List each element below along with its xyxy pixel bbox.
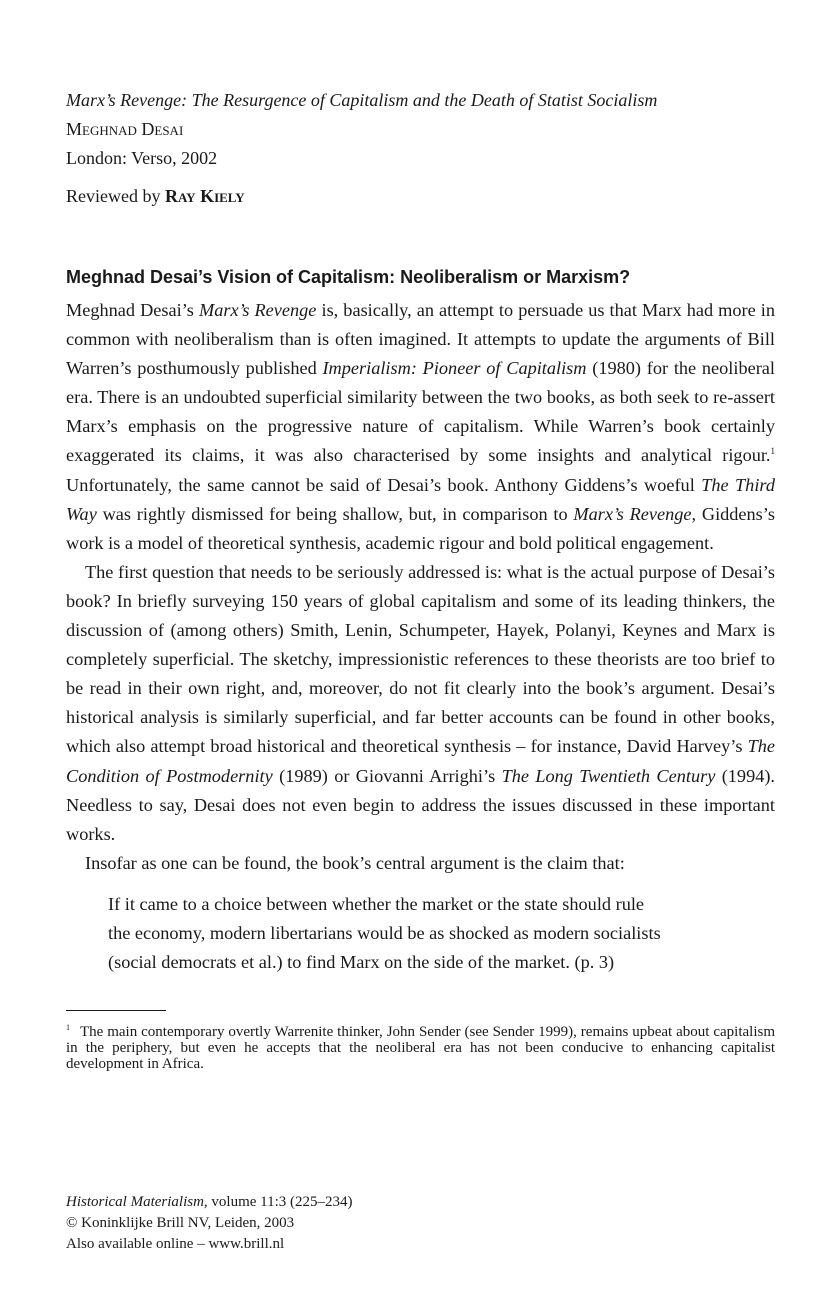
reviewer-line (66, 184, 775, 208)
p1-text-5: was rightly dismissed for being shallow, but, in comparison to (96, 503, 574, 524)
block-quote (108, 890, 735, 977)
p1-italic-3: The Third Way (66, 474, 775, 524)
p1-text-1: Meghnad Desai’s (66, 300, 199, 320)
p1-text-3: (1980) for the neoliberal era. There is an undoubted superficial similarity between the two books, as both seek to re-assert Marx’s emphasis on the progressive nature of capitalism. While Warren’s book certainly exaggerated its claims, it was also characterised by some insights and analytical rigour. (66, 358, 775, 466)
paragraph-3: Insofar as one can be found, the book’s central argument is the claim that: (85, 852, 625, 873)
book-author: Meghnad Desai (66, 119, 184, 139)
p2-text-2: (1989) or Giovanni Arrighi’s (272, 765, 502, 786)
book-publisher: London: Verso, 2002 (66, 148, 218, 168)
book-title: Marx’s Revenge: The Resurgence of Capitalism and the Death of Statist Socialism (66, 90, 658, 110)
reviewer-name: Ray Kiely (164, 186, 245, 206)
p1-italic-2: Imperialism: Pioneer of Capitalism (322, 358, 587, 379)
footnote-number: 1 (66, 1023, 70, 1033)
quote-line: (social democrats et al.) to find Marx on the side of the market. (p. 3) (108, 952, 615, 973)
p2-italic-1: The Condition of Postmodernity (66, 736, 775, 786)
online-line[interactable]: Also available online – www.brill.nl (66, 1236, 285, 1252)
p2-text-1: The first question that needs to be seriously addressed is: what is the actual purpose of Desai’s book? In briefly surveying 150 years of global capitalism and some of its leading thinkers, the discussion of (among others) Smith, Lenin, Schumpeter, Hayek, Polanyi, Keynes and Marx is completely superficial. The sketchy, impressionistic references to these theorists are too brief to be read in their own right, and, moreover, do not fit clearly into the book’s argument. Desai’s historical analysis is similarly superficial, and far better accounts can be found in other books, which also attempt broad historical and theoretical synthesis – for instance, David Harvey’s (66, 561, 775, 757)
p2-text-3: (1994). Needless to say, Desai does not even begin to address the issues discussed in these important works. (66, 765, 776, 844)
journal-footer (66, 1192, 353, 1255)
paragraph-2 (66, 558, 775, 849)
p1-text-4: Unfortunately, the same cannot be said of Desai’s book. Anthony Giddens’s woeful (66, 474, 702, 495)
journal-name: Historical Materialism (66, 1194, 204, 1210)
p1-text-2: is, basically, an attempt to persuade us that Marx had more in common with neoliberalism than is often imagined. It attempts to update the arguments of Bill Warren’s posthumously published (66, 300, 775, 379)
p1-text-6: Giddens’s work is a model of theoretical synthesis, academic rigour and bold political engagement. (66, 503, 775, 553)
footnote-ref[interactable]: 1 (770, 446, 775, 457)
footnote-1 (66, 1024, 775, 1072)
quote-line: If it came to a choice between whether the market or the state should rule (108, 893, 645, 914)
review-header (66, 86, 775, 173)
footnote-divider (66, 1010, 166, 1011)
p1-italic-1: Marx’s Revenge (199, 300, 317, 320)
reviewed-by-label: Reviewed by (66, 186, 161, 206)
page-body (66, 86, 775, 1072)
footnote-text: The main contemporary overtly Warrenite thinker, John Sender (see Sender 1999), remains upbeat about capitalism in the periphery, but even he accepts that the neoliberal era has not been conducive to enhancing capitalist development in Africa. (66, 1024, 775, 1073)
copyright-line: © Koninklijke Brill NV, Leiden, 2003 (66, 1215, 295, 1231)
article-heading: Meghnad Desai’s Vision of Capitalism: Neoliberalism or Marxism? (66, 267, 631, 287)
p1-italic-4: Marx’s Revenge, (573, 503, 697, 524)
journal-citation (66, 1192, 353, 1213)
journal-volume: , volume 11:3 (225–234) (203, 1194, 353, 1210)
p2-italic-2: The Long Twentieth Century (501, 765, 716, 786)
paragraph-1 (66, 296, 775, 558)
quote-line: the economy, modern libertarians would be as shocked as modern socialists (108, 922, 661, 943)
